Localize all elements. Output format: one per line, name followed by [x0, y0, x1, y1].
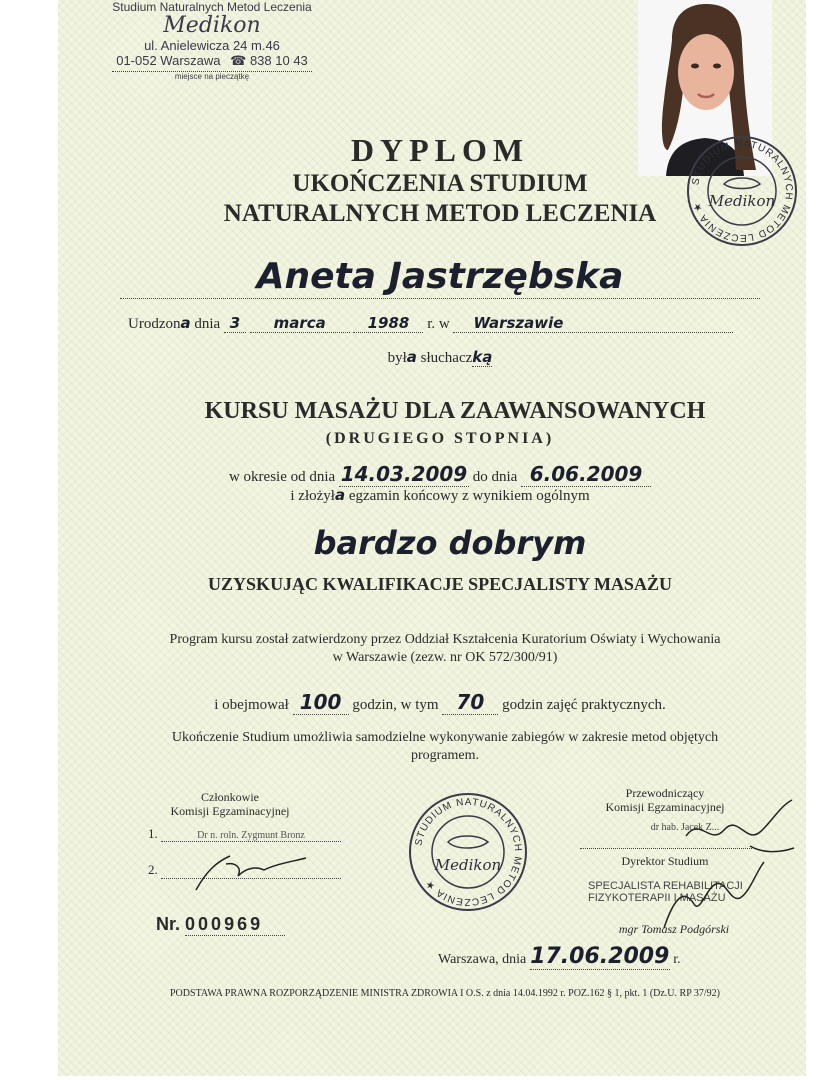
hours-total: 100 [293, 690, 349, 715]
chair-title1: Przewodniczący [625, 786, 705, 800]
director-title: Dyrektor Studium [621, 854, 709, 868]
member1-name: Dr n. roln. Zygmunt Bronz [161, 830, 341, 842]
seal-center-icon [404, 790, 532, 914]
year-suffix: r. w [427, 316, 450, 332]
director-spec1: SPECJALISTA REHABILITACJI [588, 880, 743, 892]
svg-text:STUDIUM NATURALNYCH METOD LECZ: STUDIUM NATURALNYCH METOD LECZENIA ★ [413, 796, 524, 908]
stamp-caption: miejsce na pieczątkę [174, 72, 250, 81]
member2-signature [186, 842, 326, 892]
issue-date: 17.06.2009 [530, 944, 670, 969]
exam-label-a: i złożył [290, 488, 335, 504]
members-title1: Członkowie [201, 790, 259, 804]
born-place: Warszawie [453, 314, 733, 333]
program-line2: w Warszawie (zezw. nr OK 572/300/91) [332, 650, 558, 665]
stamp-city-row [112, 53, 312, 69]
graduate-name: Aneta Jastrzębska [256, 256, 624, 297]
center-seal [404, 790, 532, 919]
stamp-brand: Medikon [163, 13, 261, 38]
member1-row [148, 826, 344, 842]
program-line1: Program kursu został zatwierdzony przez Oddział Kształcenia Kuratorium Oświaty i Wychowania [169, 632, 721, 647]
place-label: Warszawa, dnia [438, 952, 527, 967]
svg-text:Medikon: Medikon [434, 856, 502, 874]
exam-suffix: a [334, 486, 346, 504]
svg-text:Medikon: Medikon [708, 192, 776, 210]
born-label: Urodzon [128, 316, 181, 332]
svg-text:STUDIUM NATURALNYCH METOD LECZ: STUDIUM NATURALNYCH METOD LECZENIA ★ [690, 138, 795, 244]
stamp-phone: ☎ 838 10 43 [230, 53, 308, 68]
name-line [120, 298, 760, 299]
director-name: mgr Tomasz Podgórski [618, 922, 730, 936]
place-date-row [438, 944, 738, 970]
to-label: do dnia [472, 469, 518, 485]
hours-row [150, 690, 730, 715]
number-value: 000969 [185, 914, 285, 936]
hours-label-a: i obejmował [214, 697, 289, 713]
member1-number: 1. [148, 826, 158, 841]
title-line3: NATURALNYCH METOD LECZENIA [223, 200, 657, 227]
was-label: był [387, 350, 407, 366]
born-suffix: a [180, 314, 191, 332]
chair-title2: Komisji Egzaminacyjnej [605, 800, 725, 814]
header-stamp [112, 0, 312, 81]
director-spec2: FIZYKOTERAPII I MASAŻU [588, 892, 726, 904]
qualification: UZYSKUJĄC KWALIFIKACJE SPECJALISTY MASAŻU [208, 574, 672, 594]
member2-number: 2. [148, 862, 158, 877]
exam-label-b: egzamin końcowy z wynikiem ogólnym [348, 488, 590, 504]
period-row [150, 462, 730, 487]
listener-label: słuchacz [420, 350, 473, 366]
born-year: 1988 [353, 314, 423, 333]
was-suffix: a [406, 348, 417, 366]
hours-label-c: godzin zajęć praktycznych. [502, 697, 666, 713]
listener-suffix: ką [472, 348, 493, 366]
hours-practical: 70 [442, 690, 498, 715]
date-to: 6.06.2009 [521, 462, 651, 487]
members-title2: Komisji Egzaminacyjnej [170, 804, 290, 818]
period-label: w okresie od dnia [228, 469, 336, 485]
diploma-number [156, 914, 285, 936]
exam-result: bardzo dobrym [313, 524, 587, 562]
legal-basis: PODSTAWA PRAWNA ROZPORZĄDZENIE MINISTRA ZDROWIA I O.S. z dnia 14.04.1992 r. POZ.162 § 1, pkt. 1 (Dz.U. RP 37/92) [170, 988, 720, 999]
born-month: marca [250, 314, 350, 333]
hours-label-b: godzin, w tym [352, 697, 439, 713]
course-level: (DRUGIEGO STOPNIA) [325, 430, 555, 447]
stamp-street: ul. Anielewicza 24 m.46 [144, 38, 280, 53]
born-day: 3 [224, 314, 246, 333]
stamp-line1: Studium Naturalnych Metod Leczenia [112, 0, 312, 14]
title-main: DYPLOM [350, 132, 530, 168]
number-label: Nr. [156, 914, 181, 934]
chair-name: dr hab. Jacek Z... [650, 822, 720, 833]
listener-row [200, 348, 680, 367]
course-name: KURSU MASAŻU DLA ZAAWANSOWANYCH [204, 398, 706, 424]
born-row [128, 314, 758, 333]
date-suffix: r. [673, 952, 681, 967]
day-label: dnia [194, 316, 221, 332]
completion-line1: Ukończenie Studium umożliwia samodzielne wykonywanie zabiegów w zakresie metod objętych [171, 730, 719, 745]
completion-line2: programem. [410, 748, 480, 763]
date-from: 14.03.2009 [340, 462, 468, 486]
exam-row [150, 486, 730, 505]
stamp-city: 01-052 Warszawa [116, 53, 221, 68]
title-line2: UKOŃCZENIA STUDIUM [292, 170, 588, 197]
